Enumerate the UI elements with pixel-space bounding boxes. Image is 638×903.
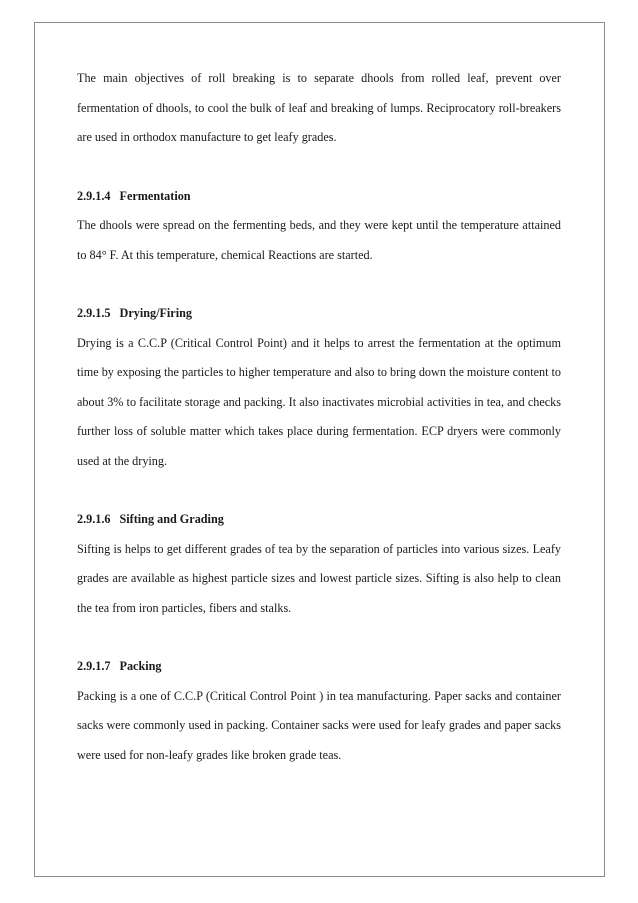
spacer <box>77 270 561 299</box>
spacer <box>77 623 561 652</box>
section-paragraph: Packing is a one of C.C.P (Critical Control Point ) in tea manufacturing. Paper sacks and container sacks were commonly used in packing. Container sacks were used for leafy grades and paper sacks were used for non-leafy grades like broken grade teas. <box>77 688 561 762</box>
section-heading <box>77 182 561 212</box>
section-number: 2.9.1.6 <box>77 512 111 526</box>
section-number: 2.9.1.7 <box>77 659 111 673</box>
section-title: Sifting and Grading <box>119 512 224 526</box>
section-number: 2.9.1.5 <box>77 306 111 320</box>
section-paragraph: The dhools were spread on the fermenting beds, and they were kept until the temperature attained to 84° F. At this temperature, chemical Reactions are started. <box>77 218 561 262</box>
section-heading <box>77 299 561 329</box>
section-heading <box>77 505 561 535</box>
section-heading <box>77 652 561 682</box>
section-title: Drying/Firing <box>119 306 192 320</box>
section-sifting-grading <box>77 505 561 623</box>
document-body <box>77 64 561 770</box>
section-drying-firing <box>77 299 561 476</box>
intro-paragraph: The main objectives of roll breaking is to separate dhools from rolled leaf, prevent over fermentation of dhools, to cool the bulk of leaf and breaking of lumps. Reciprocatory roll-breakers are used in orthodox manufacture to get leafy grades. <box>77 71 561 144</box>
section-number: 2.9.1.4 <box>77 188 111 203</box>
section-title: Packing <box>119 659 162 673</box>
spacer <box>77 476 561 505</box>
section-paragraph: Sifting is helps to get different grades of tea by the separation of particles into various sizes. Leafy grades are available as highest particle sizes and lowest particle sizes. Sifting is also help to clean the tea from iron particles, fibers and stalks. <box>77 541 561 615</box>
section-packing <box>77 652 561 770</box>
section-fermentation <box>77 182 561 271</box>
section-paragraph: Drying is a C.C.P (Critical Control Point) and it helps to arrest the fermentation at the optimum time by exposing the particles to higher temperature and also to bring down the moisture content to about 3% to facilitate storage and packing. It also inactivates microbial activities in tea, and checks further loss of soluble matter which takes place during fermentation. ECP dryers were commonly used at the drying. <box>77 335 561 468</box>
spacer <box>77 153 561 182</box>
section-title: Fermentation <box>119 188 191 203</box>
